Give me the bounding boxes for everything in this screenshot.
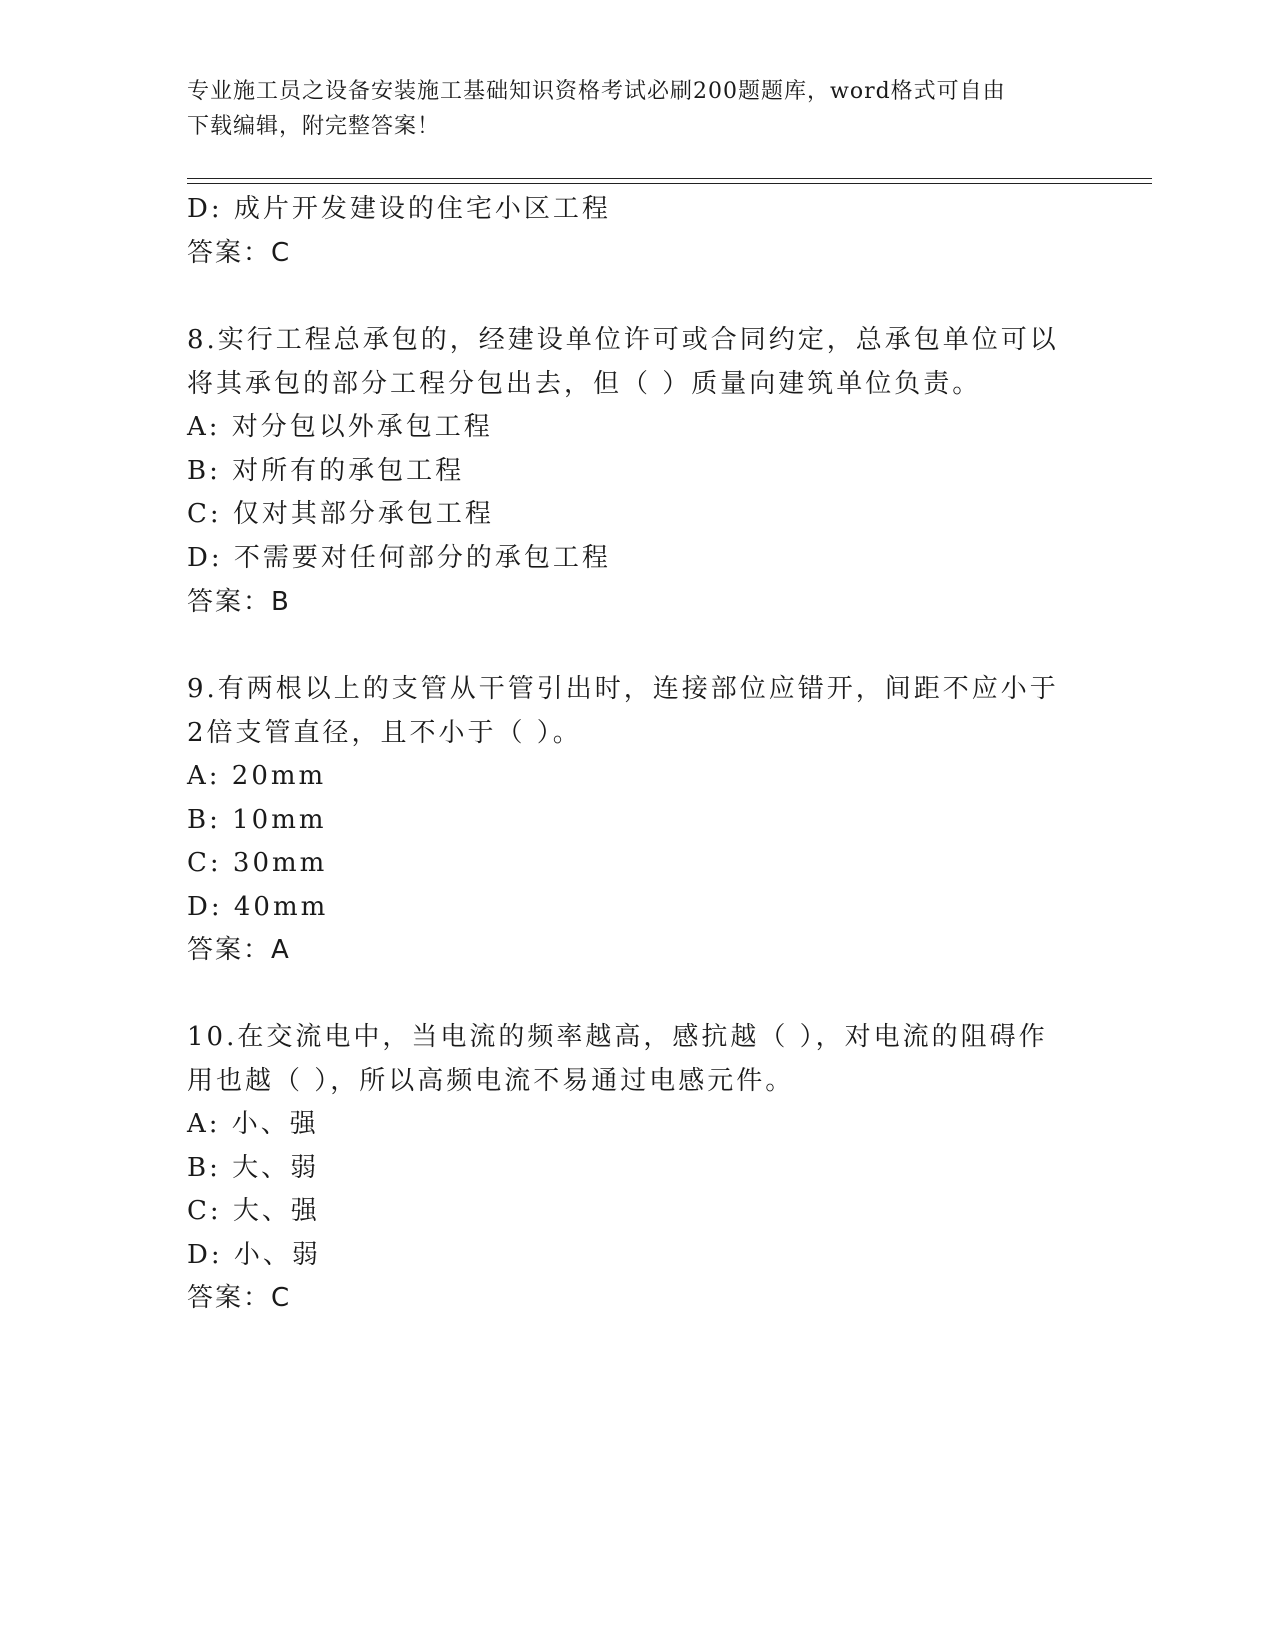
header-divider-top [187,178,1152,179]
q9-option-d: D: 40mm [187,892,329,922]
q8-stem-line-1: 8.实行工程总承包的，经建设单位许可或合同约定，总承包单位可以 [187,325,1059,355]
prev-question-answer: 答案：C [187,238,292,268]
q10-stem-line-2: 用也越（ ），所以高频电流不易通过电感元件。 [187,1066,795,1096]
q8-stem-line-2: 将其承包的部分工程分包出去，但（ ）质量向建筑单位负责。 [187,369,982,399]
header-line-1: 专业施工员之设备安装施工基础知识资格考试必刷200题题库，word格式可自由 [187,79,1006,104]
header-line-2: 下载编辑，附完整答案！ [187,114,441,139]
q8-option-b: B: 对所有的承包工程 [187,456,465,486]
q10-option-b: B: 大、弱 [187,1153,320,1183]
q8-option-c: C: 仅对其部分承包工程 [187,499,494,529]
q10-option-c: C: 大、强 [187,1196,320,1226]
document-header [187,74,1087,144]
q10-option-a: A: 小、强 [187,1109,319,1139]
q8-answer: 答案：B [187,587,291,617]
q8-option-d: D: 不需要对任何部分的承包工程 [187,543,611,573]
q9-stem-line-2: 2倍支管直径，且不小于（ ）。 [187,718,582,748]
q9-option-c: C: 30mm [187,848,328,878]
q10-stem-line-1: 10.在交流电中，当电流的频率越高，感抗越（ ），对电流的阻碍作 [187,1022,1048,1052]
q9-option-b: B: 10mm [187,805,327,835]
header-divider-bottom [187,183,1152,184]
q10-option-d: D: 小、弱 [187,1240,321,1270]
q9-stem-line-1: 9.有两根以上的支管从干管引出时，连接部位应错开，间距不应小于 [187,674,1059,704]
prev-question-option-d: D: 成片开发建设的住宅小区工程 [187,194,611,224]
q10-answer: 答案：C [187,1283,292,1313]
q8-option-a: A: 对分包以外承包工程 [187,412,493,442]
q9-answer: 答案：A [187,935,291,965]
q9-option-a: A: 20mm [187,761,327,791]
